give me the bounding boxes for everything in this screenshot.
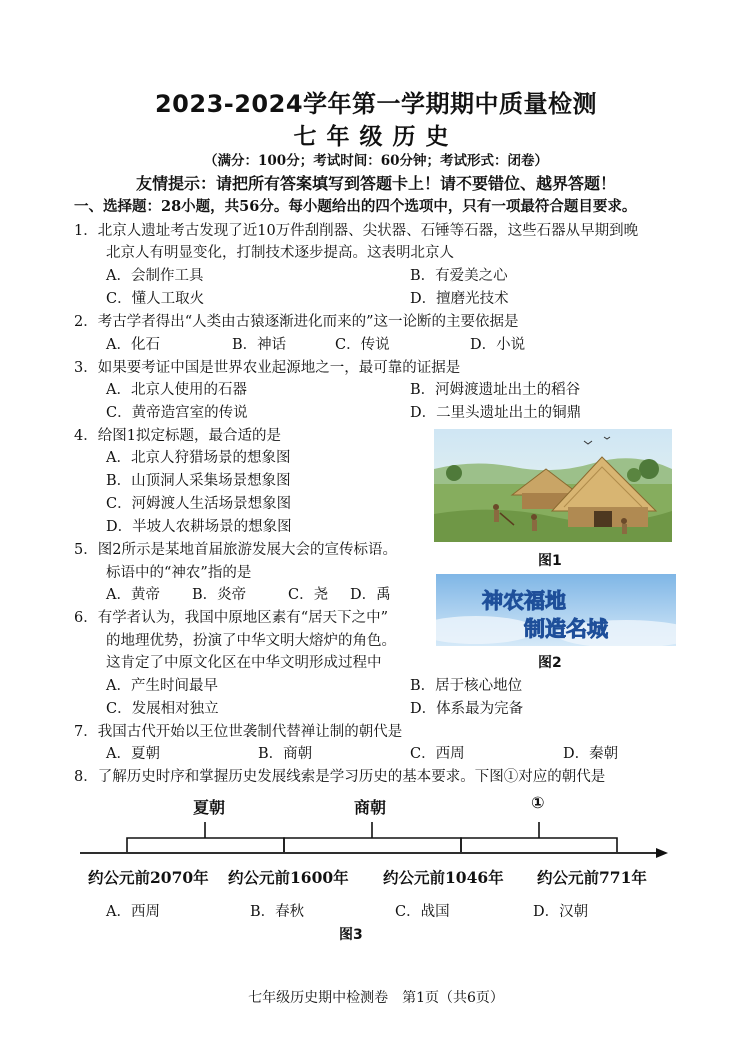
q5-stem-line1: 5．图2所示是某地首届旅游发展大会的宣传标语。 <box>74 542 397 558</box>
q3-option-d: D．二里头遗址出土的铜鼎 <box>410 405 582 421</box>
q6-option-b: B．居于核心地位 <box>410 678 523 694</box>
q3-option-c: C．黄帝造宫室的传说 <box>106 405 248 421</box>
q7-option-b: B．商朝 <box>258 746 313 762</box>
q1-stem-line1: 1．北京人遗址考古发现了近10万件刮削器、尖状器、石锤等石器，这些石器从早期到晚 <box>74 223 639 239</box>
timeline-brace-1 <box>127 822 284 852</box>
timeline-period-1: 夏朝 <box>193 798 226 817</box>
q6-stem-line2: 的地理优势，扮演了中华文明大熔炉的角色。 <box>106 633 396 649</box>
q1-stem-line2: 北京人有明显变化，打制技术逐步提高。这表明北京人 <box>106 245 454 261</box>
q8-option-c: C．战国 <box>395 904 450 920</box>
q2-option-d: D．小说 <box>470 337 526 353</box>
q7-stem: 7．我国古代开始以王位世袭制代替禅让制的朝代是 <box>74 724 403 740</box>
q5-option-c: C．尧 <box>288 587 329 603</box>
timeline-date-2: 约公元前1600年 <box>228 868 349 887</box>
q6-option-c: C．发展相对独立 <box>106 701 219 717</box>
q2-option-b: B．神话 <box>232 337 287 353</box>
q5-option-b: B．炎帝 <box>192 587 247 603</box>
timeline-period-2: 商朝 <box>354 798 387 817</box>
q1-option-a: A．会制作工具 <box>106 268 204 284</box>
q6-option-d: D．体系最为完备 <box>410 701 524 717</box>
q6-stem-line3: 这肯定了中原文化区在中华文明形成过程中 <box>106 655 382 671</box>
q6-option-a: A．产生时间最早 <box>106 678 218 694</box>
timeline-arrow <box>656 848 668 858</box>
figure-2-label: 图2 <box>538 655 562 671</box>
exam-meta: （满分：100分；考试时间：60分钟；考试形式：闭卷） <box>204 153 548 169</box>
figure-3-label: 图3 <box>339 927 363 943</box>
q4-stem: 4．给图1拟定标题，最合适的是 <box>74 428 281 444</box>
timeline-date-4: 约公元前771年 <box>537 868 647 887</box>
q3-stem: 3．如果要考证中国是世界农业起源地之一，最可靠的证据是 <box>74 360 461 376</box>
q7-option-d: D．秦朝 <box>563 746 619 762</box>
q8-option-b: B．春秋 <box>250 904 305 920</box>
q7-option-a: A．夏朝 <box>106 746 160 762</box>
q4-option-a: A．北京人狩猎场景的想象图 <box>106 450 291 466</box>
q8-option-d: D．汉朝 <box>533 904 589 920</box>
section-heading: 一、选择题：28小题，共56分。每小题给出的四个选项中，只有一项最符合题目要求。 <box>74 198 637 215</box>
q3-option-b: B．河姆渡遗址出土的稻谷 <box>410 382 581 398</box>
timeline-brace-3 <box>461 822 617 852</box>
q1-option-b: B．有爱美之心 <box>410 268 508 284</box>
q2-stem: 2．考古学者得出“人类由古猿逐渐进化而来的”这一论断的主要依据是 <box>74 314 519 330</box>
exam-tip: 友情提示：请把所有答案填写到答题卡上！请不要错位、越界答题！ <box>135 174 616 193</box>
exam-title: 2023-2024学年第一学期期中质量检测 <box>154 90 598 118</box>
timeline-date-3: 约公元前1046年 <box>383 868 504 887</box>
q2-option-a: A．化石 <box>106 337 160 353</box>
q1-option-d: D．擅磨光技术 <box>410 291 509 307</box>
exam-subtitle: 七年级历史 <box>293 124 459 150</box>
q2-option-c: C．传说 <box>335 337 390 353</box>
q5-option-d: D．禹 <box>350 587 391 603</box>
q1-option-c: C．懂人工取火 <box>106 291 205 307</box>
figure-2-slogan-line2: 制造名城 <box>524 617 608 641</box>
timeline-period-3: ① <box>531 793 545 812</box>
q8-stem: 8．了解历史时序和掌握历史发展线索是学习历史的基本要求。下图①对应的朝代是 <box>74 769 606 785</box>
q4-option-c: C．河姆渡人生活场景想象图 <box>106 496 292 512</box>
figure-2-slogan-line1: 神农福地 <box>482 589 566 613</box>
q7-option-c: C．西周 <box>410 746 465 762</box>
q5-stem-line2: 标语中的“神农”指的是 <box>106 565 252 581</box>
timeline-date-1: 约公元前2070年 <box>88 868 209 887</box>
q8-option-a: A．西周 <box>106 904 160 920</box>
q6-stem-line1: 6．有学者认为，我国中原地区素有“居天下之中” <box>74 610 389 626</box>
page-footer: 七年级历史期中检测卷 第1页（共6页） <box>248 990 504 1006</box>
q3-option-a: A．北京人使用的石器 <box>106 382 247 398</box>
timeline-brace-2 <box>284 822 461 852</box>
q5-option-a: A．黄帝 <box>106 587 160 603</box>
q4-option-d: D．半坡人农耕场景的想象图 <box>106 519 292 535</box>
q4-option-b: B．山顶洞人采集场景想象图 <box>106 473 291 489</box>
figure-1-label: 图1 <box>538 553 562 569</box>
